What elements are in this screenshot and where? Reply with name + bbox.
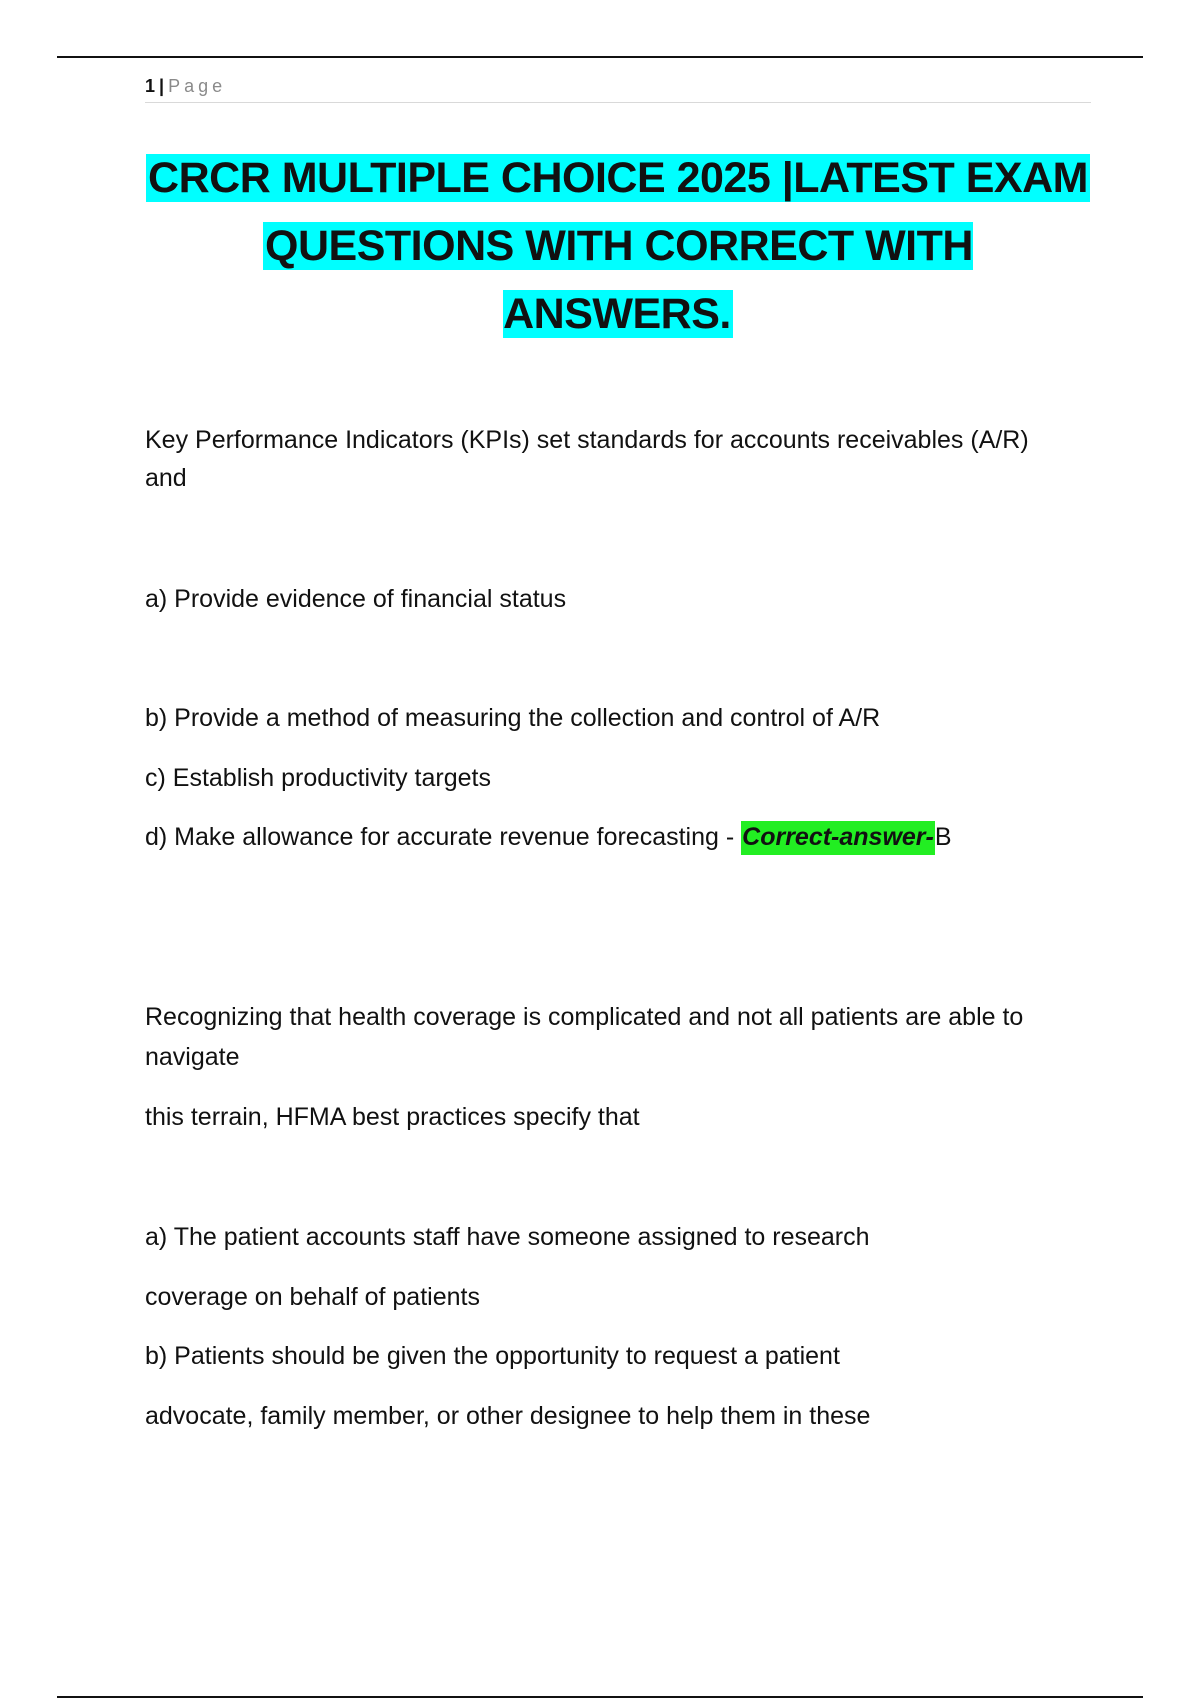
- correct-answer-label: Correct-answer-: [741, 821, 935, 855]
- page-header: [145, 74, 1091, 103]
- q1-option-a: a) Provide evidence of financial status: [145, 585, 567, 613]
- q1-stem-line-2: and: [145, 464, 187, 492]
- q1-stem-line-1: Key Performance Indicators (KPIs) set standards for accounts receivables (A/R): [145, 426, 1029, 454]
- correct-answer-value: B: [934, 823, 952, 851]
- document-title: [145, 144, 1091, 348]
- title-line-2: QUESTIONS WITH CORRECT WITH ANSWERS.: [265, 222, 973, 338]
- q2-option-b-line-2: advocate, family member, or other designee to help them in these: [145, 1402, 871, 1430]
- q1-option-c: c) Establish productivity targets: [145, 764, 491, 792]
- top-rule: [57, 56, 1143, 58]
- q2-option-b-line-1: b) Patients should be given the opportunity to request a patient: [145, 1342, 840, 1370]
- page-separator: |: [159, 76, 165, 96]
- page-word: Page: [168, 76, 227, 96]
- title-line-1: CRCR MULTIPLE CHOICE 2025 |LATEST EXAM: [148, 154, 1088, 202]
- q2-stem-line-1: Recognizing that health coverage is complicated and not all patients are able to: [145, 1003, 1024, 1031]
- page-number: 1: [145, 76, 156, 96]
- q2-option-a-line-2: coverage on behalf of patients: [145, 1283, 480, 1311]
- bottom-rule: [57, 1696, 1143, 1698]
- q1-option-b: b) Provide a method of measuring the collection and control of A/R: [145, 704, 881, 732]
- q2-stem-line-3: this terrain, HFMA best practices specify that: [145, 1103, 640, 1131]
- q1-option-d-text: d) Make allowance for accurate revenue forecasting -: [145, 823, 742, 851]
- q2-option-a-line-1: a) The patient accounts staff have someone assigned to research: [145, 1223, 870, 1251]
- q1-option-d: [145, 822, 952, 852]
- q2-stem-line-2: navigate: [145, 1043, 240, 1071]
